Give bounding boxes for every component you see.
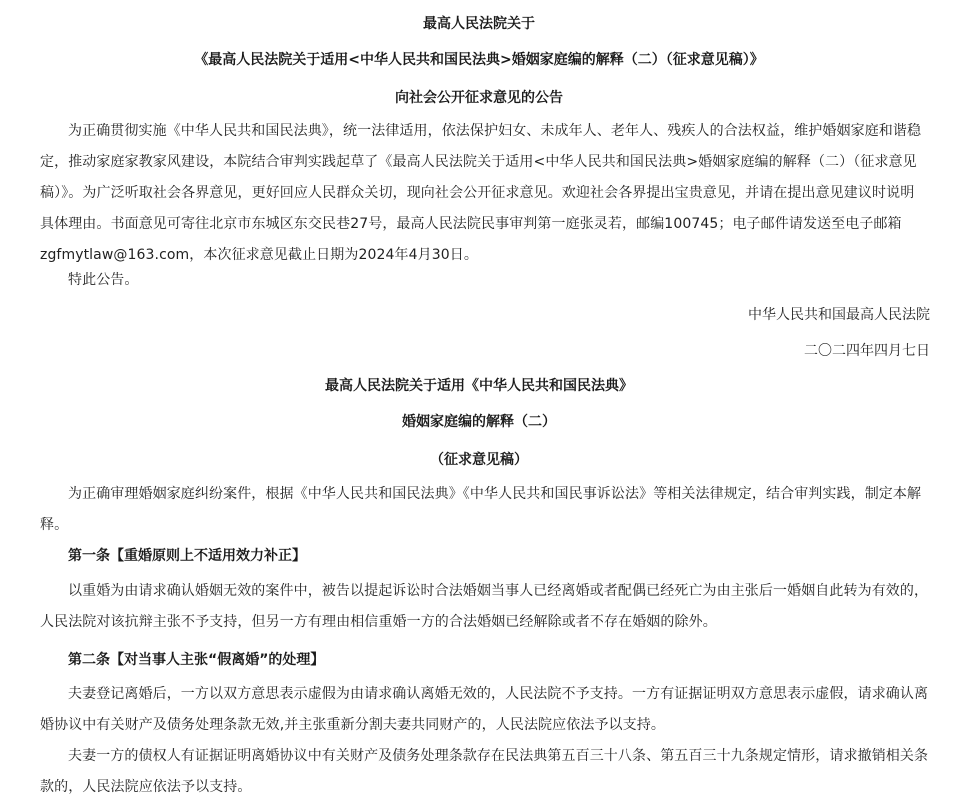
article2-heading: 第二条【对当事人主张“假离婚”的处理】 xyxy=(68,652,325,668)
article2-para1-line: 婚协议中有关财产及债务处理条款无效,并主张重新分割夫妻共同财产的，人民法院应依法予以支持。 xyxy=(40,717,665,733)
announcement-body-line: zgfmytlaw@163.com，本次征求意见截止日期为2024年4月30日。 xyxy=(40,247,478,263)
article1-line: 以重婚为由请求确认婚姻无效的案件中，被告以提起诉讼时合法婚姻当事人已经离婚或者配偶已经死亡为由主张后一婚姻自此转为有效的， xyxy=(68,583,929,599)
article2-para2-line: 款的，人民法院应依法予以支持。 xyxy=(40,779,252,795)
article2-para2-line: 夫妻一方的债权人有证据证明离婚协议中有关财产及债务处理条款存在民法典第五百三十八条、第五百三十九条规定情形，请求撤销相关条 xyxy=(68,748,929,764)
announcement-closing-text: 特此公告。 xyxy=(68,272,139,288)
draft-preamble-line: 为正确审理婚姻家庭纠纷案件，根据《中华人民共和国民法典》《中华人民共和国民事诉讼法》等相关法律规定，结合审判实践，制定本解 xyxy=(68,486,922,502)
announcement-body xyxy=(40,116,930,271)
draft-preamble-line: 释。 xyxy=(40,517,69,533)
draft-title-line2: 婚姻家庭编的解释（二） xyxy=(402,414,556,430)
announcement-body-line: 稿）》。为广泛听取社会各界意见，更好回应人民群众关切，现向社会公开征求意见。欢迎社会各界提出宝贵意见，并请在提出意见建议时说明 xyxy=(40,185,915,201)
article2-para2 xyxy=(40,741,930,803)
announcement-title-line1: 最高人民法院关于 xyxy=(423,16,535,32)
draft-title-line3: （征求意见稿） xyxy=(430,452,528,468)
announcement-closing xyxy=(40,265,930,296)
article1-body xyxy=(40,576,930,638)
announcement-title-line2: 《最高人民法院关于适用<中华人民共和国民法典>婚姻家庭编的解释（二）（征求意见稿）》 xyxy=(194,52,764,68)
article2-para1 xyxy=(40,679,930,741)
draft-title-line1: 最高人民法院关于适用《中华人民共和国民法典》 xyxy=(325,378,633,394)
announcement-body-line: 为正确贯彻实施《中华人民共和国民法典》，统一法律适用，依法保护妇女、未成年人、老年人、残疾人的合法权益，维护婚姻家庭和谐稳 xyxy=(68,123,922,139)
issue-date: 二〇二四年四月七日 xyxy=(804,343,930,359)
announcement-body-line: 具体理由。书面意见可寄往北京市东城区东交民巷27号，最高人民法院民事审判第一庭张灵若，邮编100745；电子邮件请发送至电子邮箱 xyxy=(40,216,902,232)
announcement-body-line: 定，推动家庭家教家风建设，本院结合审判实践起草了《最高人民法院关于适用<中华人民共和国民法典>婚姻家庭编的解释（二）（征求意见 xyxy=(40,154,917,170)
article1-heading: 第一条【重婚原则上不适用效力补正】 xyxy=(68,548,306,564)
article2-para1-line: 夫妻登记离婚后，一方以双方意思表示虚假为由请求确认离婚无效的，人民法院不予支持。一方有证据证明双方意思表示虚假，请求确认离 xyxy=(68,686,929,702)
announcement-title-line3: 向社会公开征求意见的公告 xyxy=(395,90,563,106)
issuer: 中华人民共和国最高人民法院 xyxy=(748,307,930,323)
draft-preamble xyxy=(40,479,930,541)
article1-line: 人民法院对该抗辩主张不予支持，但另一方有理由相信重婚一方的合法婚姻已经解除或者不存在婚姻的除外。 xyxy=(40,614,717,630)
